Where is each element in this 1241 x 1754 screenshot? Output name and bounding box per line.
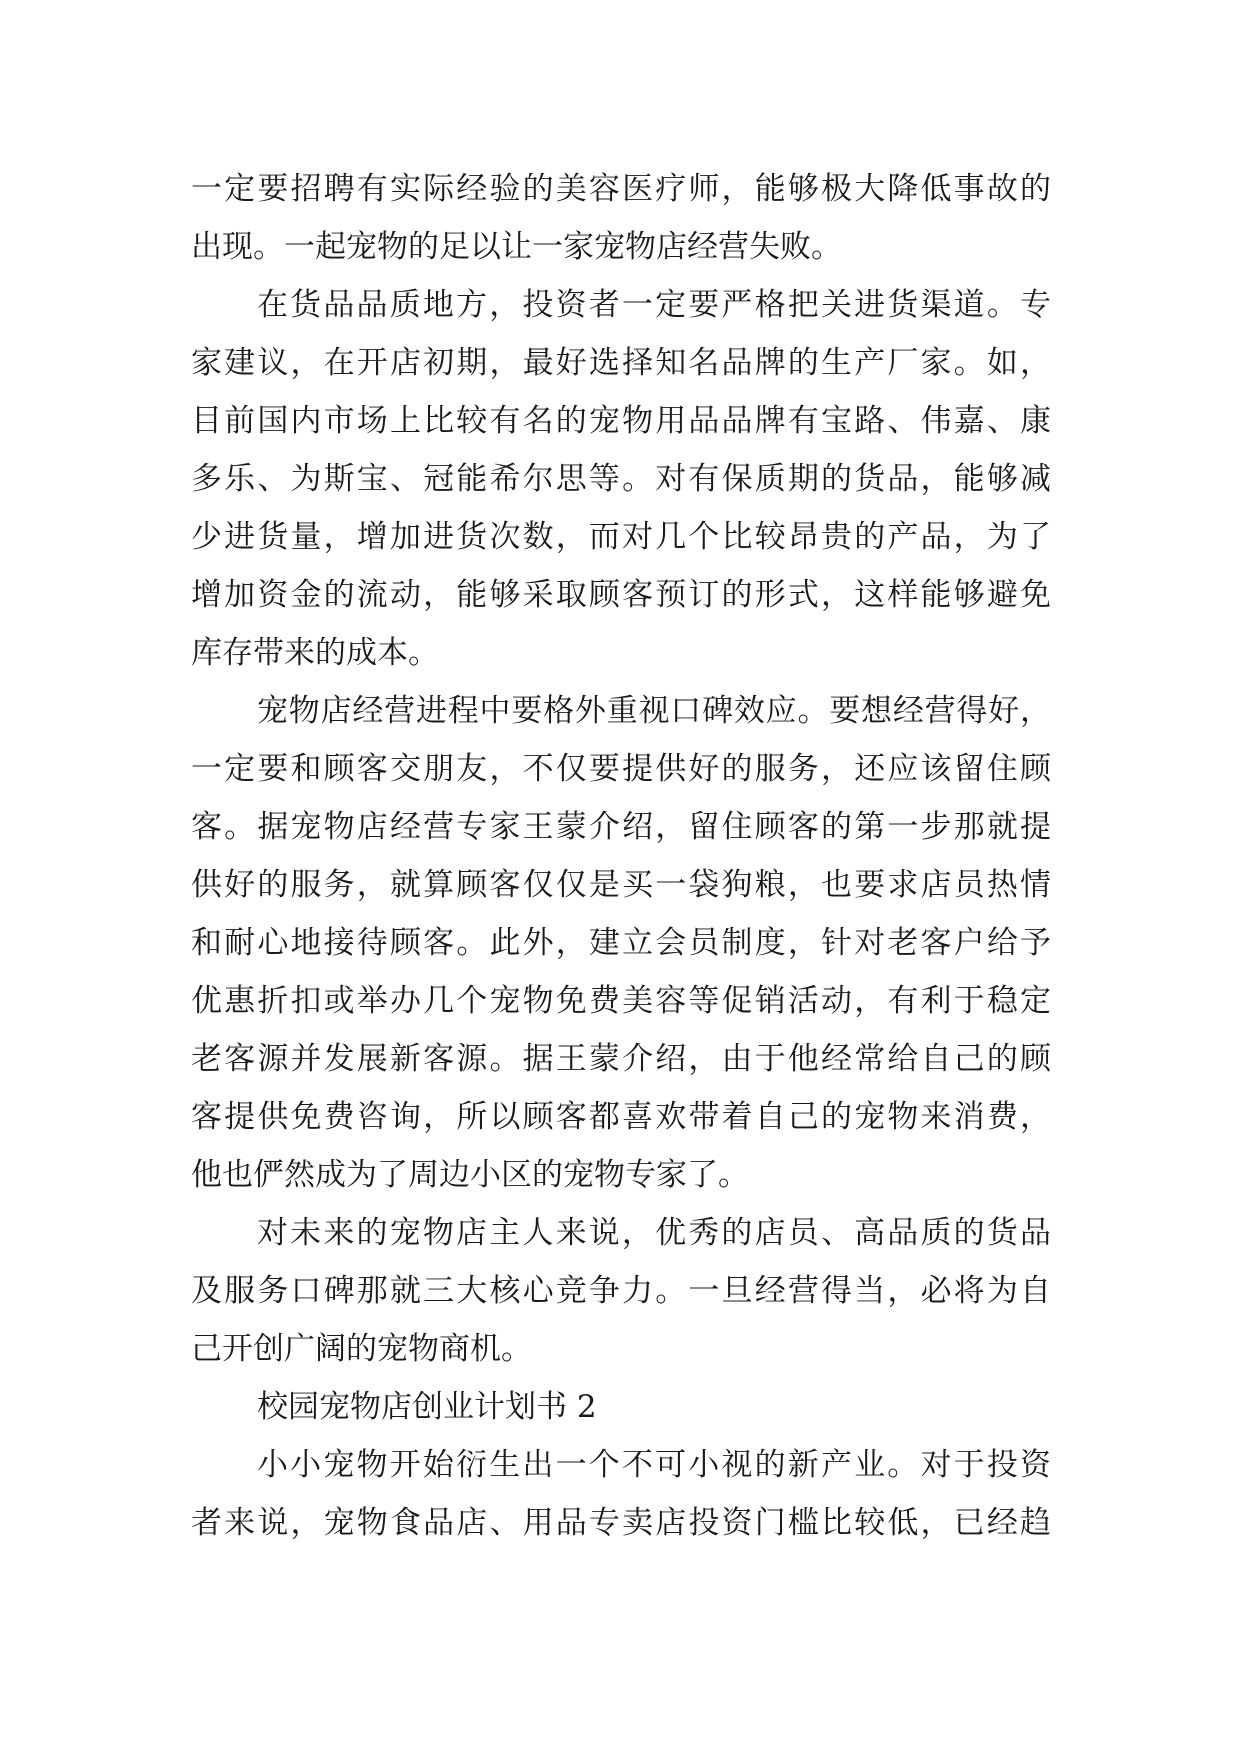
text-line: 客。据宠物店经营专家王蒙介绍，留住顾客的第一步那就提 [191, 809, 1051, 845]
paragraph-staff [191, 160, 1051, 276]
text-line: 小小宠物开始衍生出一个不可小视的新产业。对于投资 [257, 1447, 1051, 1483]
text-line: 客提供免费咨询，所以顾客都喜欢带着自己的宠物来消费， [191, 1099, 1051, 1135]
text-line: 者来说，宠物食品店、用品专卖店投资门槛比较低，已经趋 [191, 1505, 1051, 1541]
paragraph-new-industry [191, 1436, 1051, 1552]
text-line: 少进货量，增加进货次数，而对几个比较昂贵的产品，为了 [191, 519, 1051, 555]
text-line: 优惠折扣或举办几个宠物免费美容等促销活动，有利于稳定 [191, 983, 1051, 1019]
text-line: 宠物店经营进程中要格外重视口碑效应。要想经营得好， [257, 693, 1051, 729]
text-line: 他也俨然成为了周边小区的宠物专家了。 [191, 1157, 749, 1193]
text-line: 老客源并发展新客源。据王蒙介绍，由于他经常给自己的顾 [191, 1041, 1051, 1077]
heading-text: 校园宠物店创业计划书 2 [257, 1389, 597, 1425]
text-line: 多乐、为斯宝、冠能希尔思等。对有保质期的货品，能够减 [191, 461, 1051, 497]
paragraph-core-competence [191, 1204, 1051, 1378]
text-line: 在货品品质地方，投资者一定要严格把关进货渠道。专 [257, 287, 1051, 323]
text-line: 一定要和顾客交朋友，不仅要提供好的服务，还应该留住顾 [191, 751, 1051, 787]
paragraph-goods-quality [191, 276, 1051, 682]
text-line: 及服务口碑那就三大核心竞争力。一旦经营得当，必将为自 [191, 1273, 1051, 1309]
text-line: 对未来的宠物店主人来说，优秀的店员、高品质的货品 [257, 1215, 1051, 1251]
text-line: 出现。一起宠物的足以让一家宠物店经营失败。 [191, 229, 842, 265]
text-line: 增加资金的流动，能够采取顾客预订的形式，这样能够避免 [191, 577, 1051, 613]
paragraph-word-of-mouth [191, 682, 1051, 1204]
section-heading [191, 1378, 1051, 1436]
text-line: 家建议，在开店初期，最好选择知名品牌的生产厂家。如， [191, 345, 1051, 381]
text-line: 供好的服务，就算顾客仅仅是买一袋狗粮，也要求店员热情 [191, 867, 1051, 903]
text-line: 己开创广阔的宠物商机。 [191, 1331, 532, 1367]
text-line: 和耐心地接待顾客。此外，建立会员制度，针对老客户给予 [191, 925, 1051, 961]
text-line: 一定要招聘有实际经验的美容医疗师，能够极大降低事故的 [191, 171, 1051, 207]
document-body [191, 160, 1051, 1552]
text-line: 目前国内市场上比较有名的宠物用品品牌有宝路、伟嘉、康 [191, 403, 1051, 439]
text-line: 库存带来的成本。 [191, 635, 439, 671]
